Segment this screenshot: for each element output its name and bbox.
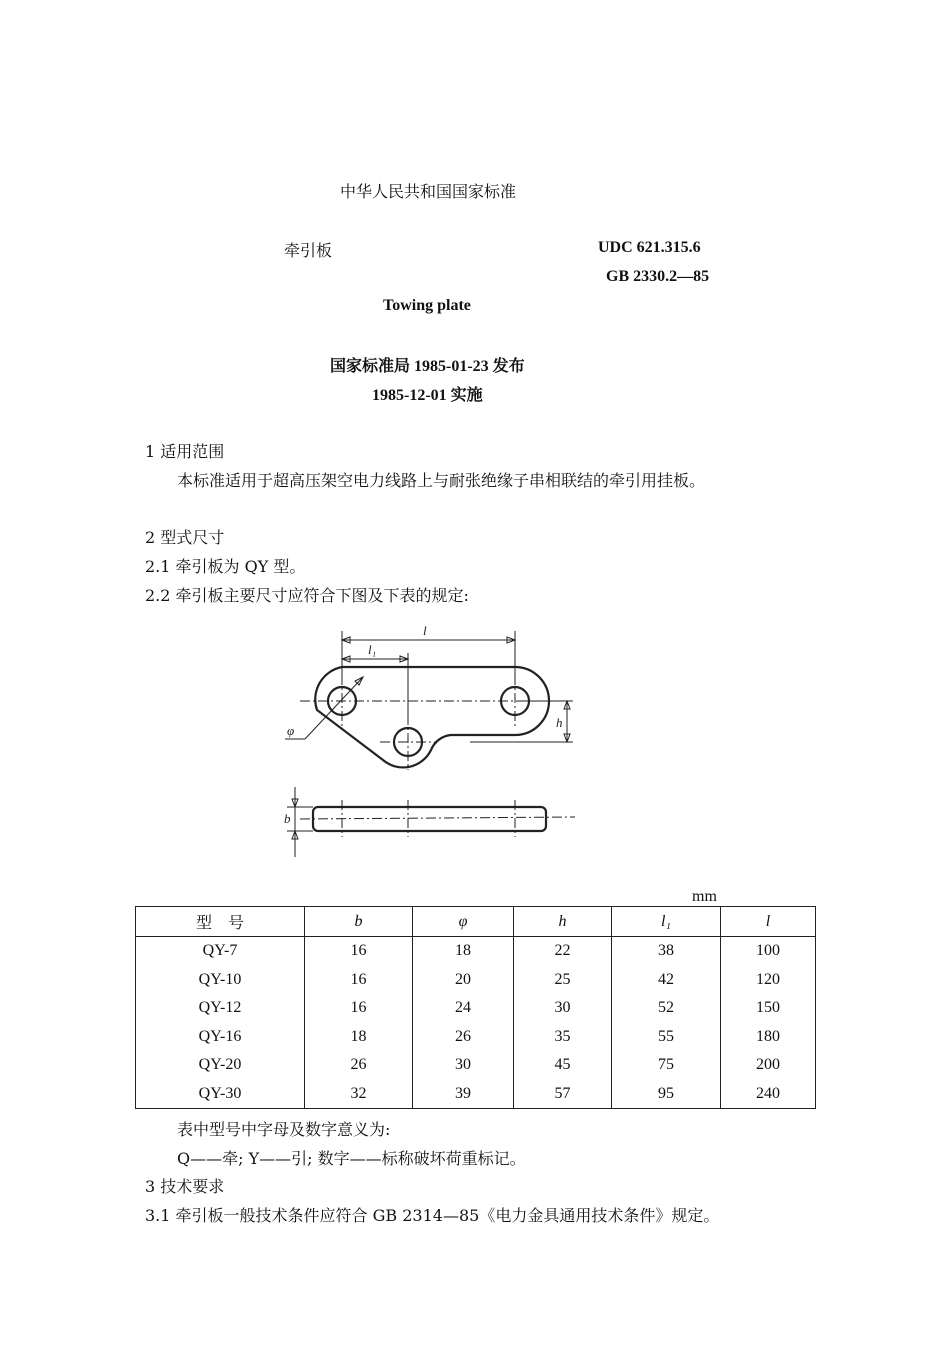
table-cell: 18: [413, 937, 514, 966]
table-row: [136, 1051, 816, 1080]
section-3-heading: 3 技术要求: [145, 1177, 225, 1196]
plate-side-view: [313, 807, 546, 831]
table-cell: 39: [413, 1080, 514, 1109]
table-cell: 26: [305, 1051, 413, 1080]
effective-date: 1985-12-01 实施: [372, 387, 483, 404]
table-unit: mm: [692, 888, 717, 905]
table-cell: 25: [514, 966, 612, 995]
table-cell: 16: [305, 937, 413, 966]
table-cell: 20: [413, 966, 514, 995]
title-en: Towing plate: [383, 297, 471, 314]
udc-code: UDC 621.315.6: [598, 239, 701, 256]
table-cell: 55: [612, 1023, 721, 1052]
table-cell: 32: [305, 1080, 413, 1109]
table-row: [136, 966, 816, 995]
table-cell: QY-30: [136, 1080, 305, 1109]
table-cell: 16: [305, 994, 413, 1023]
table-cell: QY-12: [136, 994, 305, 1023]
table-cell: 120: [721, 966, 816, 995]
col-header-b: b: [305, 907, 413, 937]
table-cell: 180: [721, 1023, 816, 1052]
table-cell: 75: [612, 1051, 721, 1080]
towing-plate-drawing: [275, 615, 585, 865]
col-header-l1: l₁: [612, 907, 721, 937]
table-cell: 26: [413, 1023, 514, 1052]
table-cell: 100: [721, 937, 816, 966]
dim-label-phi: φ: [287, 723, 295, 738]
title-cn: 牵引板: [284, 241, 333, 260]
col-header-h: h: [514, 907, 612, 937]
table-cell: 95: [612, 1080, 721, 1109]
table-cell: 240: [721, 1080, 816, 1109]
table-cell: 35: [514, 1023, 612, 1052]
table-cell: 24: [413, 994, 514, 1023]
section-1-body: 本标准适用于超高压架空电力线路上与耐张绝缘子串相联结的牵引用挂板。: [177, 471, 706, 490]
dimension-table: [135, 906, 816, 1109]
table-row: [136, 937, 816, 966]
table-note-intro: 表中型号中字母及数字意义为:: [177, 1120, 391, 1139]
table-row: [136, 1023, 816, 1052]
section-2-1: 2.1 牵引板为 QY 型。: [145, 557, 306, 576]
table-cell: 30: [514, 994, 612, 1023]
dim-label-l1: l₁: [368, 642, 377, 657]
col-header-l: l: [721, 907, 816, 937]
issue-date: 国家标准局 1985-01-23 发布: [330, 358, 525, 375]
table-cell: QY-7: [136, 937, 305, 966]
section-1-heading: 1 适用范围: [145, 442, 225, 461]
gb-code: GB 2330.2—85: [606, 268, 710, 285]
table-cell: 18: [305, 1023, 413, 1052]
col-header-model: 型 号: [136, 907, 305, 937]
table-cell: 16: [305, 966, 413, 995]
table-cell: QY-10: [136, 966, 305, 995]
national-standard-heading: 中华人民共和国国家标准: [340, 182, 517, 201]
table-cell: 57: [514, 1080, 612, 1109]
section-2-heading: 2 型式尺寸: [145, 528, 225, 547]
table-cell: 200: [721, 1051, 816, 1080]
table-row: [136, 994, 816, 1023]
table-cell: 22: [514, 937, 612, 966]
col-header-phi: φ: [413, 907, 514, 937]
table-cell: 42: [612, 966, 721, 995]
table-cell: 52: [612, 994, 721, 1023]
table-note-detail: Q——牵; Y——引; 数字——标称破坏荷重标记。: [177, 1149, 526, 1168]
table-row: [136, 1080, 816, 1109]
plate-outline: [315, 667, 549, 767]
dim-label-l: l: [423, 623, 427, 638]
table-cell: 30: [413, 1051, 514, 1080]
table-cell: 38: [612, 937, 721, 966]
table-cell: 150: [721, 994, 816, 1023]
table-cell: 45: [514, 1051, 612, 1080]
section-2-2: 2.2 牵引板主要尺寸应符合下图及下表的规定:: [145, 586, 469, 605]
table-cell: QY-16: [136, 1023, 305, 1052]
dim-label-h: h: [556, 715, 563, 730]
table-cell: QY-20: [136, 1051, 305, 1080]
dim-label-b: b: [284, 811, 291, 826]
section-3-1: 3.1 牵引板一般技术条件应符合 GB 2314—85《电力金具通用技术条件》规定。: [145, 1206, 720, 1225]
